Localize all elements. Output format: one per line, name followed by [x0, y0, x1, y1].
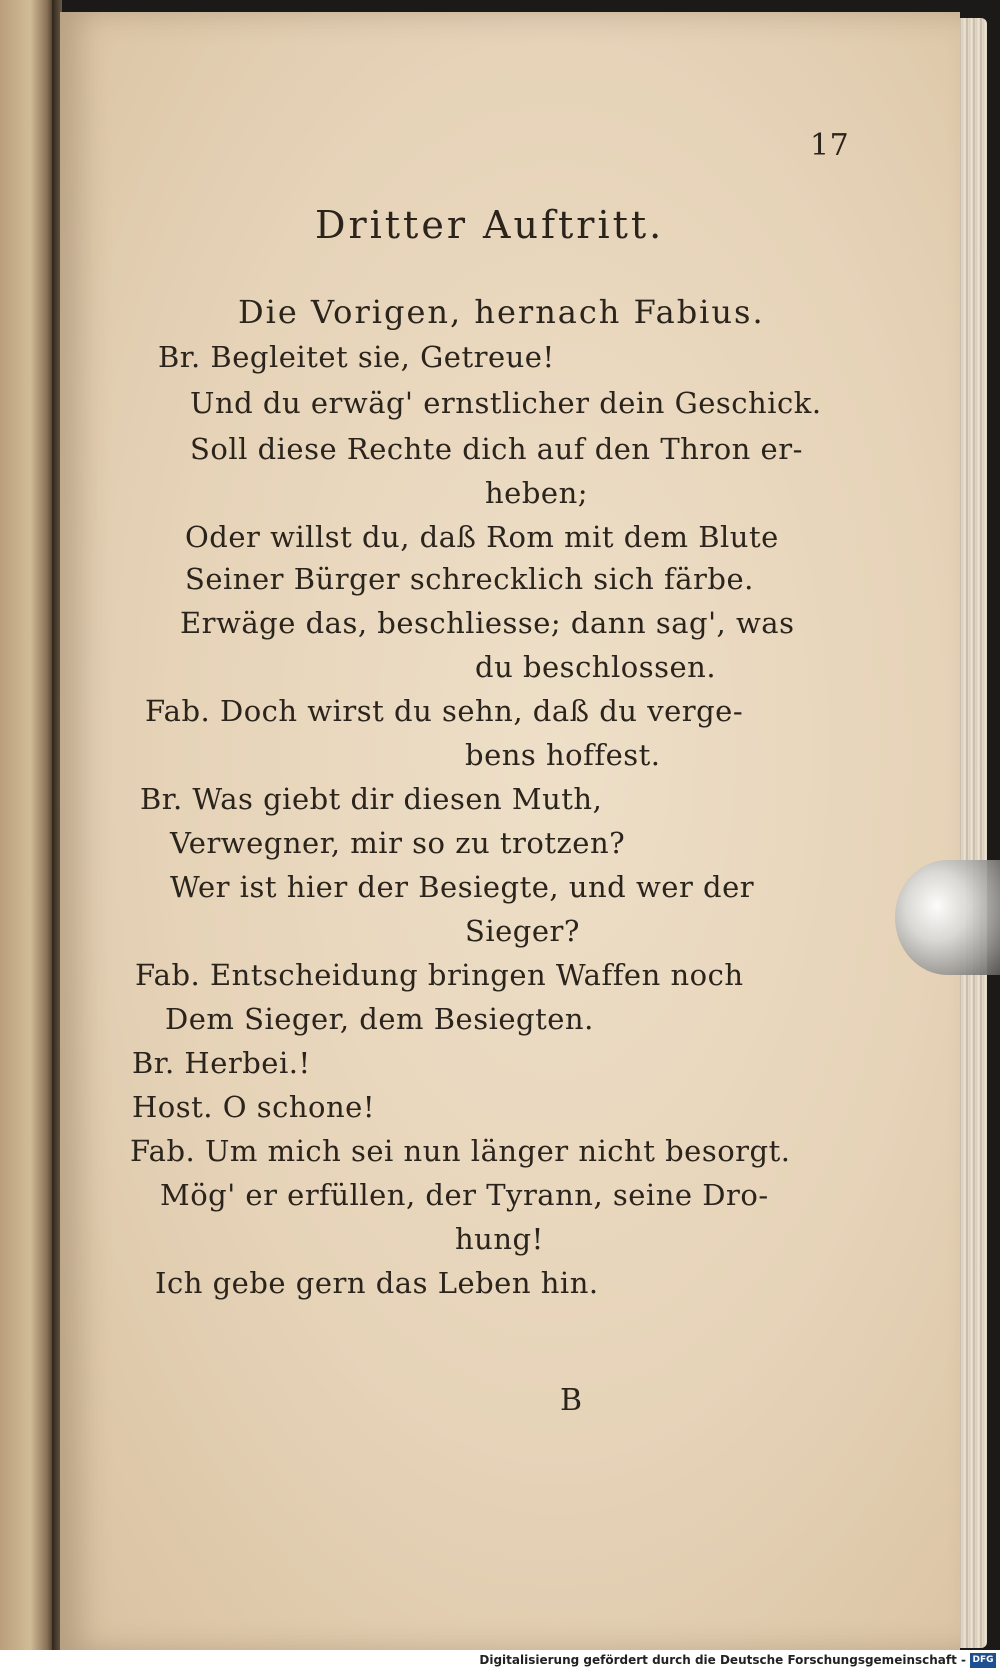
- scene-heading: Dritter Auftritt.: [315, 203, 665, 247]
- text-line: hung!: [455, 1222, 544, 1256]
- text-line: Sieger?: [465, 914, 580, 948]
- text-line: Mög' er erfüllen, der Tyrann, seine Dro-: [160, 1178, 769, 1212]
- text-line: Dem Sieger, dem Besiegten.: [165, 1002, 594, 1036]
- text-line: Soll diese Rechte dich auf den Thron er-: [190, 432, 803, 466]
- text-line: Fab. Entscheidung bringen Waffen noch: [135, 958, 744, 992]
- stage-direction: Die Vorigen, hernach Fabius.: [238, 293, 765, 331]
- text-line: Oder willst du, daß Rom mit dem Blute: [185, 520, 779, 554]
- text-line: du beschlossen.: [475, 650, 717, 684]
- text-line: Wer ist hier der Besiegte, und wer der: [170, 870, 755, 904]
- text-line: Host. O schone!: [132, 1090, 375, 1124]
- signature-mark: B: [560, 1383, 583, 1418]
- footer-credit: Digitalisierung gefördert durch die Deutsche Forschungsgemeinschaft -: [479, 1653, 966, 1667]
- text-line: Seiner Bürger schrecklich sich färbe.: [185, 562, 754, 596]
- text-line: Br. Herbei.!: [132, 1046, 311, 1080]
- text-line: Fab. Doch wirst du sehn, daß du verge-: [145, 694, 744, 728]
- text-line: bens hoffest.: [465, 738, 661, 772]
- text-line: Erwäge das, beschliesse; dann sag', was: [180, 606, 795, 640]
- footer-bar: [0, 1650, 1000, 1672]
- previous-page-edge: [0, 0, 55, 1650]
- page-number: 17: [810, 128, 850, 163]
- text-line: Ich gebe gern das Leben hin.: [155, 1266, 599, 1300]
- text-line: Fab. Um mich sei nun länger nicht besorgt.: [130, 1134, 791, 1168]
- text-line: Br. Begleitet sie, Getreue!: [158, 340, 555, 374]
- text-line: Und du erwäg' ernstlicher dein Geschick.: [190, 386, 822, 420]
- text-line: Verwegner, mir so zu trotzen?: [170, 826, 626, 860]
- page-clip: [895, 860, 1000, 975]
- text-line: Br. Was giebt dir diesen Muth,: [140, 782, 603, 816]
- text-line: heben;: [485, 476, 589, 510]
- dfg-logo: DFG: [970, 1653, 996, 1668]
